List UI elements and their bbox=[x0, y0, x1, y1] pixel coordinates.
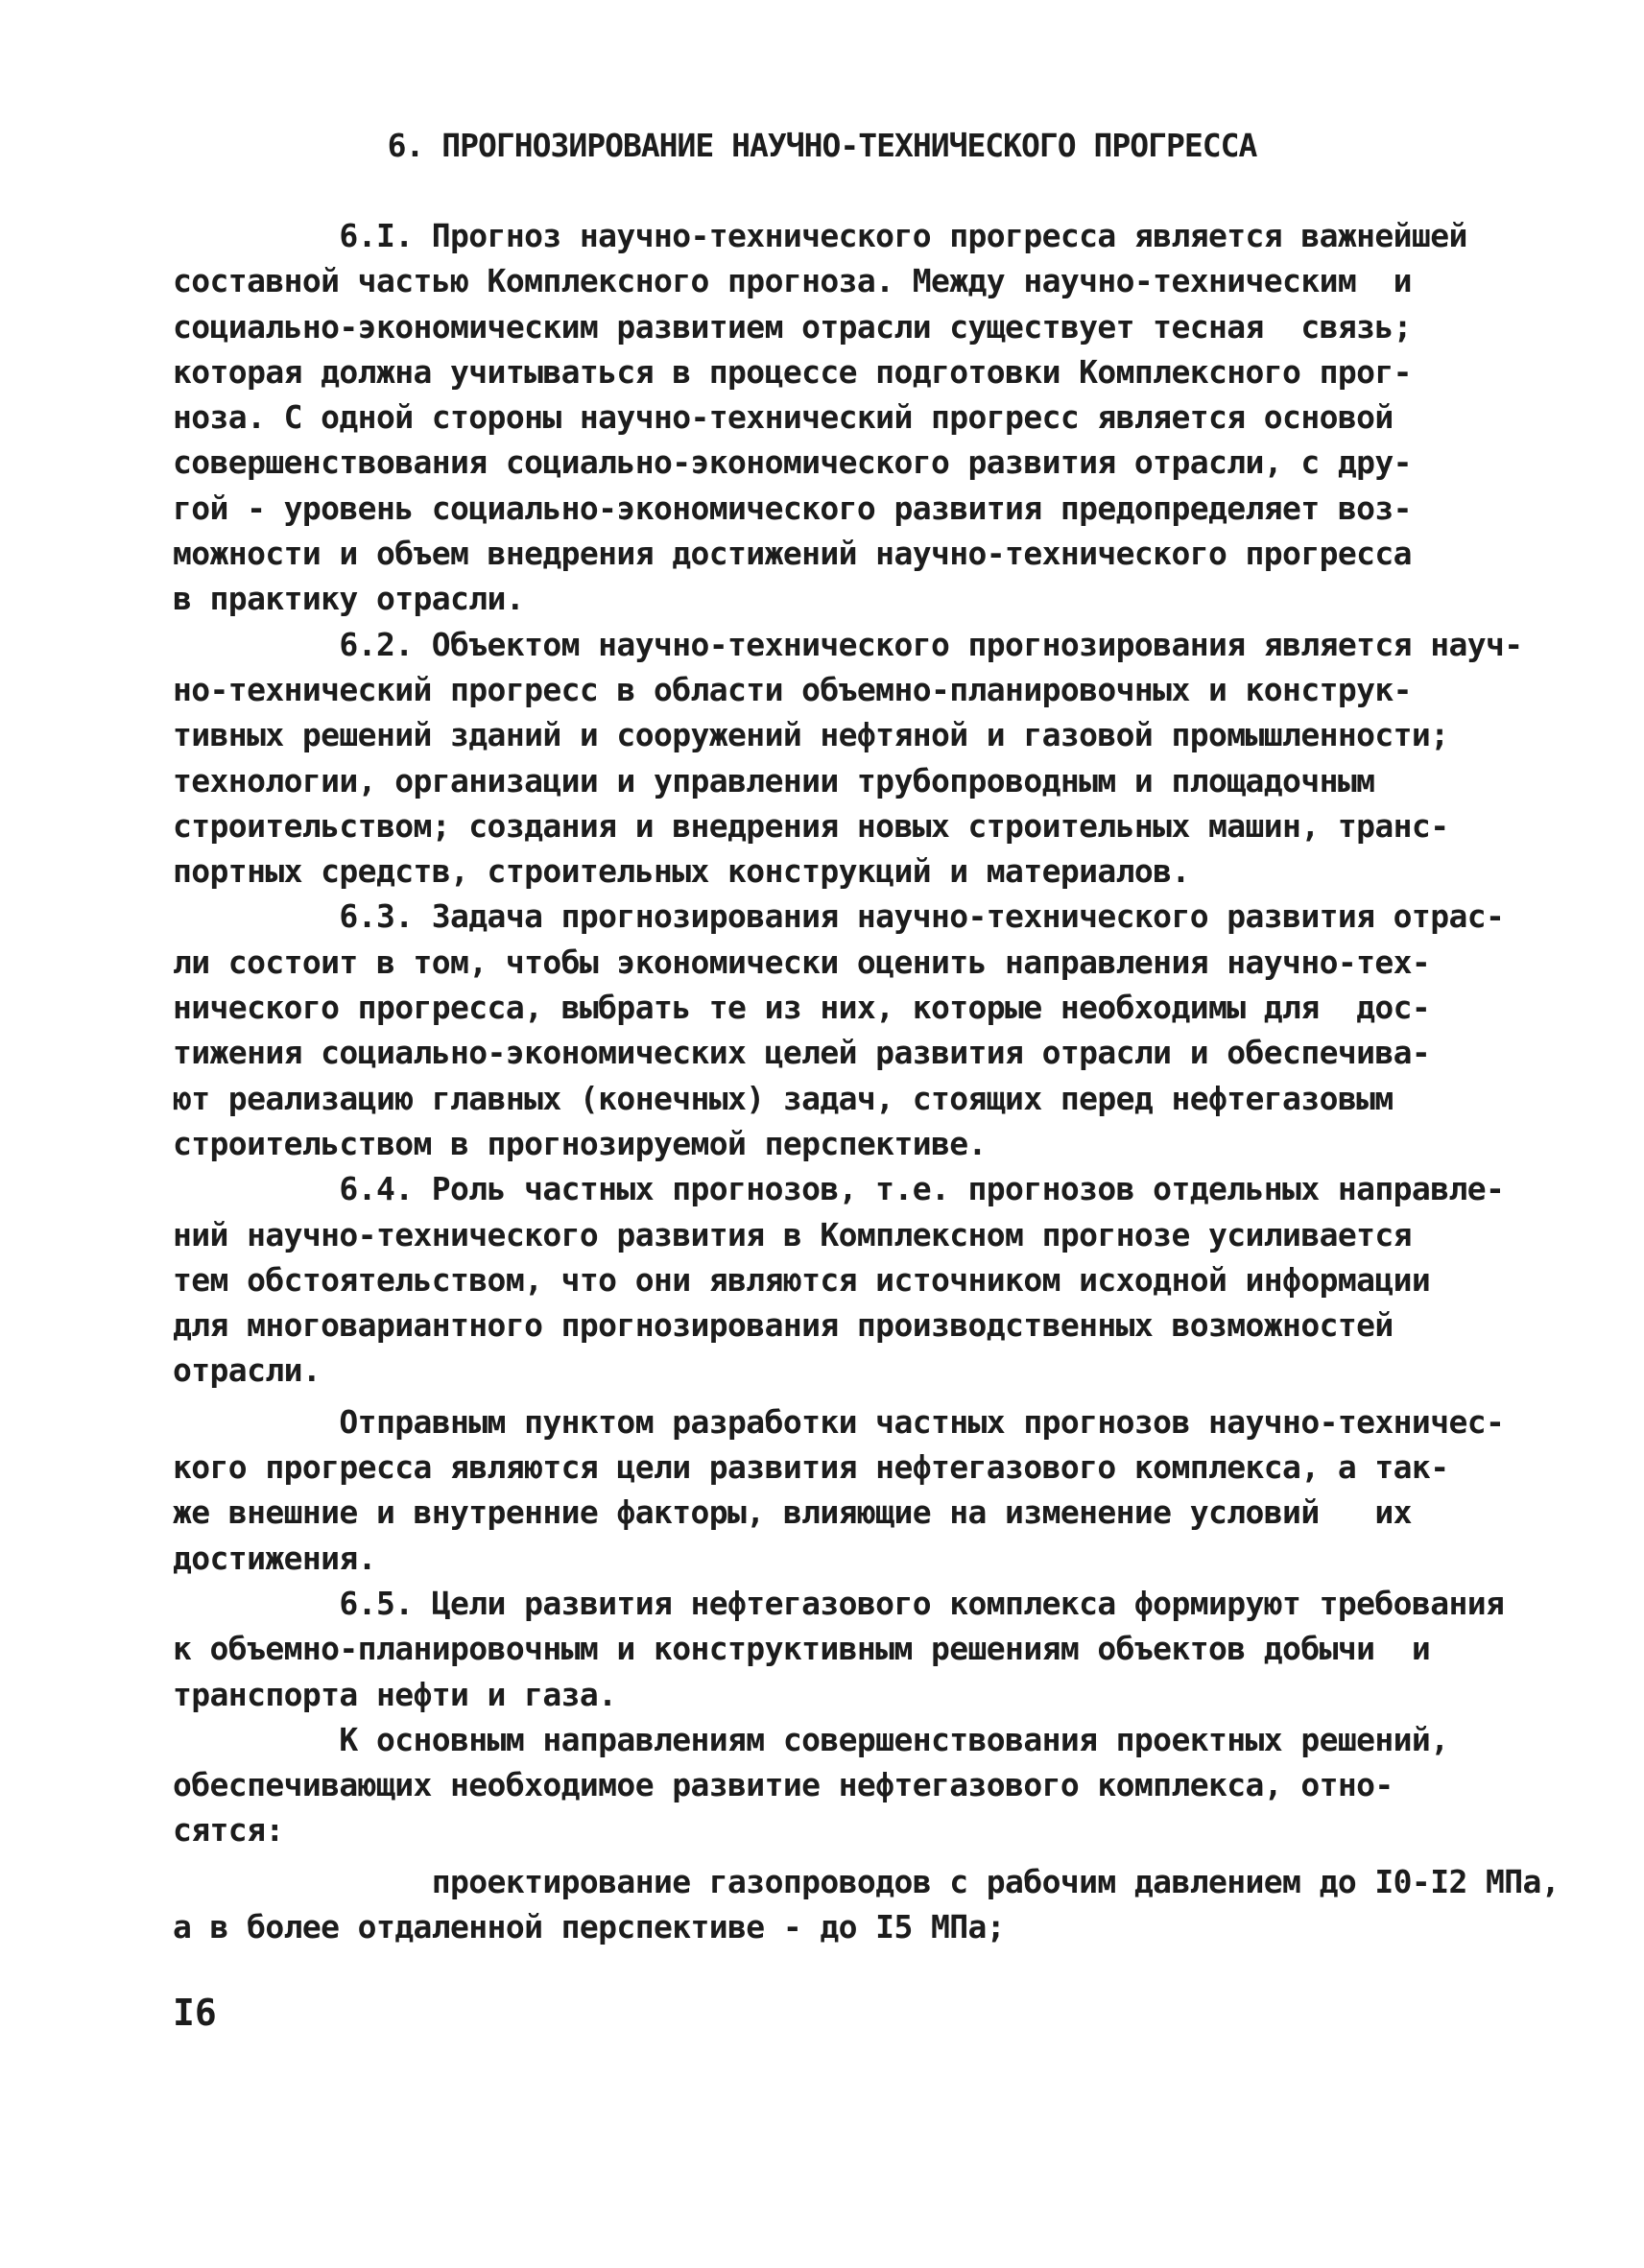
text-line: 6.3. Задача прогнозирования научно-технического развития отрас- bbox=[173, 897, 1505, 936]
text-line: которая должна учитываться в процессе подготовки Комплексного прог- bbox=[173, 352, 1412, 391]
text-line: строительством; создания и внедрения новых строительных машин, транс- bbox=[173, 806, 1449, 845]
text-line: ют реализацию главных (конечных) задач, стоящих перед нефтегазовым bbox=[173, 1079, 1394, 1117]
body-text bbox=[173, 213, 1561, 1949]
text-line: тижения социально-экономических целей развития отрасли и обеспечива- bbox=[173, 1034, 1431, 1072]
text-line: К основным направлениям совершенствования проектных решений, bbox=[173, 1720, 1449, 1758]
text-line: строительством в прогнозируемой перспективе. bbox=[173, 1124, 987, 1162]
text-line: Отправным пунктом разработки частных прогнозов научно-техничес- bbox=[173, 1402, 1505, 1441]
text-line: 6.4. Роль частных прогнозов, т.е. прогнозов отдельных направле- bbox=[173, 1170, 1505, 1208]
text-line: достижения. bbox=[173, 1539, 376, 1577]
text-line: составной частью Комплексного прогноза. Между научно-техническим и bbox=[173, 262, 1412, 300]
text-line: тем обстоятельством, что они являются источником исходной информации bbox=[173, 1260, 1431, 1299]
text-line: 6.5. Цели развития нефтегазового комплекса формируют требования bbox=[173, 1584, 1505, 1622]
text-line: гой - уровень социально-экономического развития предопределяет воз- bbox=[173, 489, 1412, 527]
text-line: 6.2. Объектом научно-технического прогнозирования является науч- bbox=[173, 625, 1523, 663]
text-line: в практику отрасли. bbox=[173, 580, 525, 618]
section-heading: 6. ПРОГНОЗИРОВАНИЕ НАУЧНО-ТЕХНИЧЕСКОГО ПРОГРЕССА bbox=[387, 127, 1257, 164]
text-line: технологии, организации и управлении трубопроводным и площадочным bbox=[173, 761, 1375, 800]
text-line: кого прогресса являются цели развития нефтегазового комплекса, а так- bbox=[173, 1448, 1449, 1487]
text-line: обеспечивающих необходимое развитие нефтегазового комплекса, отно- bbox=[173, 1766, 1394, 1804]
text-line: транспорта нефти и газа. bbox=[173, 1675, 617, 1713]
text-line: можности и объем внедрения достижений научно-технического прогресса bbox=[173, 535, 1412, 573]
text-line: к объемно-планировочным и конструктивным решениям объектов добычи и bbox=[173, 1630, 1431, 1668]
text-line: нического прогресса, выбрать те из них, которые необходимы для дос- bbox=[173, 989, 1431, 1027]
text-line: сятся: bbox=[173, 1811, 284, 1850]
text-line: отрасли. bbox=[173, 1351, 322, 1390]
text-line: а в более отдаленной перспективе - до I5 МПа; bbox=[173, 1907, 1006, 1946]
text-line: социально-экономическим развитием отрасли существует тесная связь; bbox=[173, 307, 1412, 346]
page-number: I6 bbox=[173, 1992, 217, 2034]
text-line: же внешние и внутренние факторы, влияющие на изменение условий их bbox=[173, 1493, 1412, 1532]
text-line: ний научно-технического развития в Комплексном прогнозе усиливается bbox=[173, 1215, 1412, 1253]
text-line: совершенствования социально-экономического развития отрасли, с дру- bbox=[173, 443, 1412, 482]
text-line: ли состоит в том, чтобы экономически оценить направления научно-тех- bbox=[173, 943, 1431, 981]
text-line: тивных решений зданий и сооружений нефтяной и газовой промышленности; bbox=[173, 716, 1449, 754]
text-line: проектирование газопроводов с рабочим давлением до I0-I2 МПа, bbox=[173, 1862, 1561, 1900]
text-line: но-технический прогресс в области объемно-планировочных и конструк- bbox=[173, 670, 1412, 708]
text-line: 6.I. Прогноз научно-технического прогресса является важнейшей bbox=[173, 217, 1467, 254]
text-line: ноза. С одной стороны научно-технический прогресс является основой bbox=[173, 398, 1394, 437]
text-line: для многовариантного прогнозирования производственных возможностей bbox=[173, 1306, 1394, 1345]
text-line: портных средств, строительных конструкций и материалов. bbox=[173, 852, 1190, 891]
